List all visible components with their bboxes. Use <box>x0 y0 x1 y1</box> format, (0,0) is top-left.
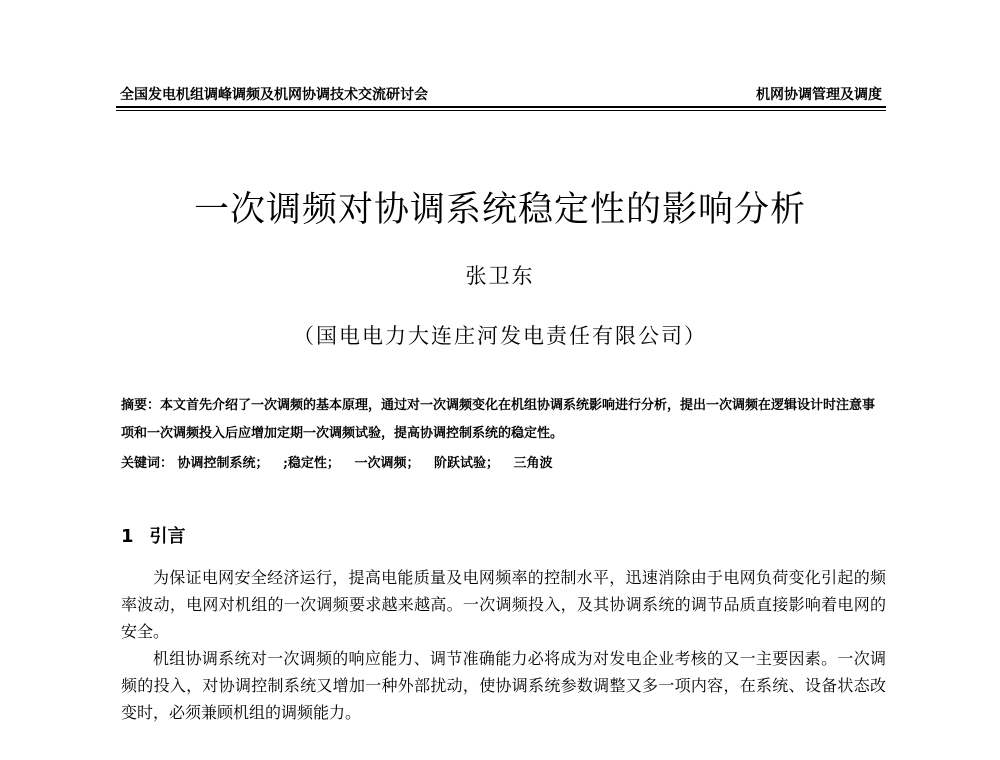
keywords <box>121 454 886 474</box>
abstract <box>121 392 886 448</box>
running-header <box>116 82 886 104</box>
keyword: 阶跃试验； <box>433 456 499 471</box>
keyword: 三角波 <box>513 456 553 471</box>
abstract-text: 本文首先介绍了一次调频的基本原理，通过对一次调频变化在机组协调系统影响进行分析，提出一次调频在逻辑设计时注意事项和一次调频投入后应增加定期一次调频试验，提高协调控制系统的稳定性。 <box>121 398 876 441</box>
abstract-label: 摘要： <box>121 398 161 413</box>
conference-name: 全国发电机组调峰调频及机网协调技术交流研讨会 <box>120 87 428 103</box>
header-rule-thin <box>116 110 886 111</box>
body-text <box>121 564 886 726</box>
section-heading <box>121 522 186 548</box>
section-title: 引言 <box>149 526 186 547</box>
paper-title: 一次调频对协调系统稳定性的影响分析 <box>193 190 806 230</box>
paragraph: 为保证电网安全经济运行，提高电能质量及电网频率的控制水平，迅速消除由于电网负荷变化引起的频率波动，电网对机组的一次调频要求越来越高。一次调频投入，及其协调系统的调节品质直接影响着电网的安全。 <box>121 568 886 641</box>
keyword: 一次调频； <box>354 456 420 471</box>
keywords-label: 关键词： <box>121 456 174 471</box>
author-name: 张卫东 <box>465 264 535 288</box>
paragraph: 机组协调系统对一次调频的响应能力、调节准确能力必将成为对发电企业考核的又一主要因素。一次调频的投入，对协调控制系统又增加一种外部扰动，使协调系统参数调整又多一项内容，在系统、设备状态改变时，必须兼顾机组的调频能力。 <box>121 649 886 722</box>
section-category: 机网协调管理及调度 <box>756 87 882 103</box>
keyword: 协调控制系统； <box>177 456 269 471</box>
section-number: 1 <box>121 526 134 547</box>
author-affiliation: （国电电力大连庄河发电责任有限公司） <box>293 324 707 348</box>
keyword: ;稳定性； <box>283 456 340 471</box>
header-rule-thick <box>116 106 886 108</box>
